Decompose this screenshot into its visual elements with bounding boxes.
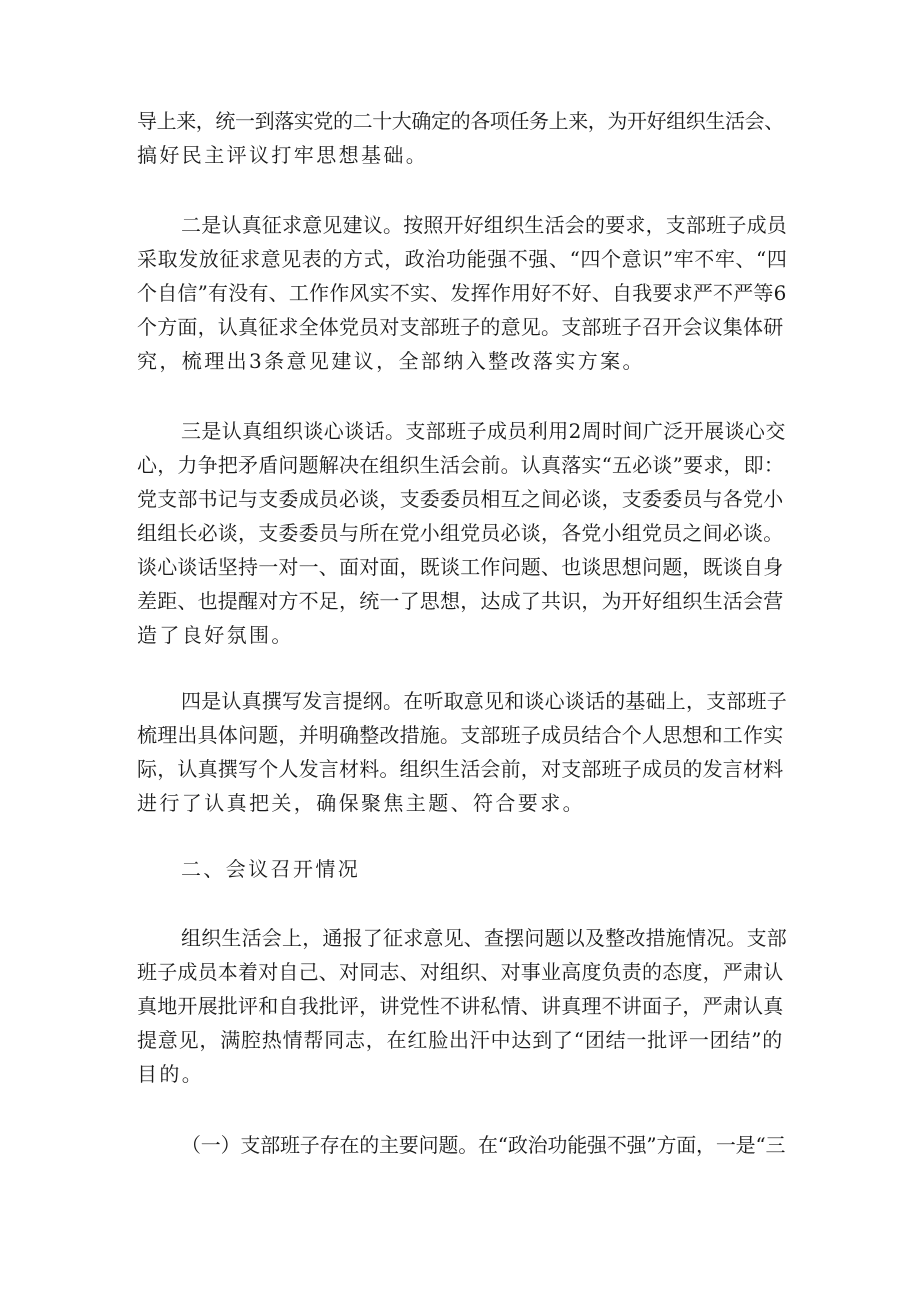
text-line: 梳理出具体问题，并明确整改措施。支部班子成员结合个人思想和工作实 (137, 723, 784, 747)
text-line: 采取发放征求意见表的方式，政治功能强不强、“四个意识”牢不牢、“四 (137, 247, 788, 271)
text-line: 党支部书记与支委成员必谈，支委委员相互之间必谈，支委委员与各党小 (137, 487, 784, 511)
text-line: 提意见，满腔热情帮同志，在红脸出汗中达到了“团结一批评一团结”的 (137, 1028, 784, 1052)
paragraph-heart-talks (137, 414, 787, 652)
text-line: 真地开展批评和自我批评，讲党性不讲私情、讲真理不讲面子，严肃认真 (137, 994, 784, 1018)
section-title: 二、会议召开情况 (181, 857, 361, 881)
text-line: 造了良好氛围。 (137, 623, 294, 647)
text-line: 二是认真征求意见建议。按照开好组织生活会的要求，支部班子成员 (181, 213, 787, 237)
section-heading (137, 852, 787, 886)
text-line: 组组长必谈，支委委员与所在党小组党员必谈，各党小组党员之间必谈。 (137, 521, 784, 545)
paragraph-solicit-opinions (137, 208, 787, 378)
text-line: （一）支部班子存在的主要问题。在“政治功能强不强”方面，一是“三 (181, 1133, 786, 1157)
text-line: 导上来，统一到落实党的二十大确定的各项任务上来，为开好组织生活会、 (137, 109, 784, 133)
text-line: 差距、也提醒对方不足，统一了思想，达成了共识，为开好组织生活会营 (137, 589, 784, 613)
text-line: 组织生活会上，通报了征求意见、查摆问题以及整改措施情况。支部 (181, 926, 787, 950)
text-line: 心，力争把矛盾问题解决在组织生活会前。认真落实“五必谈”要求，即： (137, 453, 785, 477)
text-line: 目的。 (137, 1062, 205, 1086)
text-line: 四是认真撰写发言提纲。在听取意见和谈心谈话的基础上，支部班子 (181, 689, 787, 713)
text-line: 个自信”有没有、工作作风实不实、发挥作用好不好、自我要求严不严等6 (137, 281, 787, 305)
text-line: 班子成员本着对自己、对同志、对组织、对事业高度负责的态度，严肃认 (137, 960, 784, 984)
text-line: 谈心谈话坚持一对一、面对面，既谈工作问题、也谈思想问题，既谈自身 (137, 555, 784, 579)
text-line: 际，认真撰写个人发言材料。组织生活会前，对支部班子成员的发言材料 (137, 757, 784, 781)
text-line: 个方面，认真征求全体党员对支部班子的意见。支部班子召开会议集体研 (137, 315, 784, 339)
text-line: 搞好民主评议打牢思想基础。 (137, 143, 429, 167)
text-line: 进行了认真把关，确保聚焦主题、符合要求。 (137, 791, 585, 815)
text-line: 三是认真组织谈心谈话。支部班子成员利用2周时间广泛开展谈心交 (181, 419, 786, 443)
text-line: 究，梳理出3条意见建议，全部纳入整改落实方案。 (137, 349, 645, 373)
paragraph-meeting (137, 921, 787, 1091)
paragraph-speech-outline (137, 684, 787, 820)
paragraph-main-problems (137, 1128, 787, 1162)
paragraph-continuation (137, 104, 787, 172)
